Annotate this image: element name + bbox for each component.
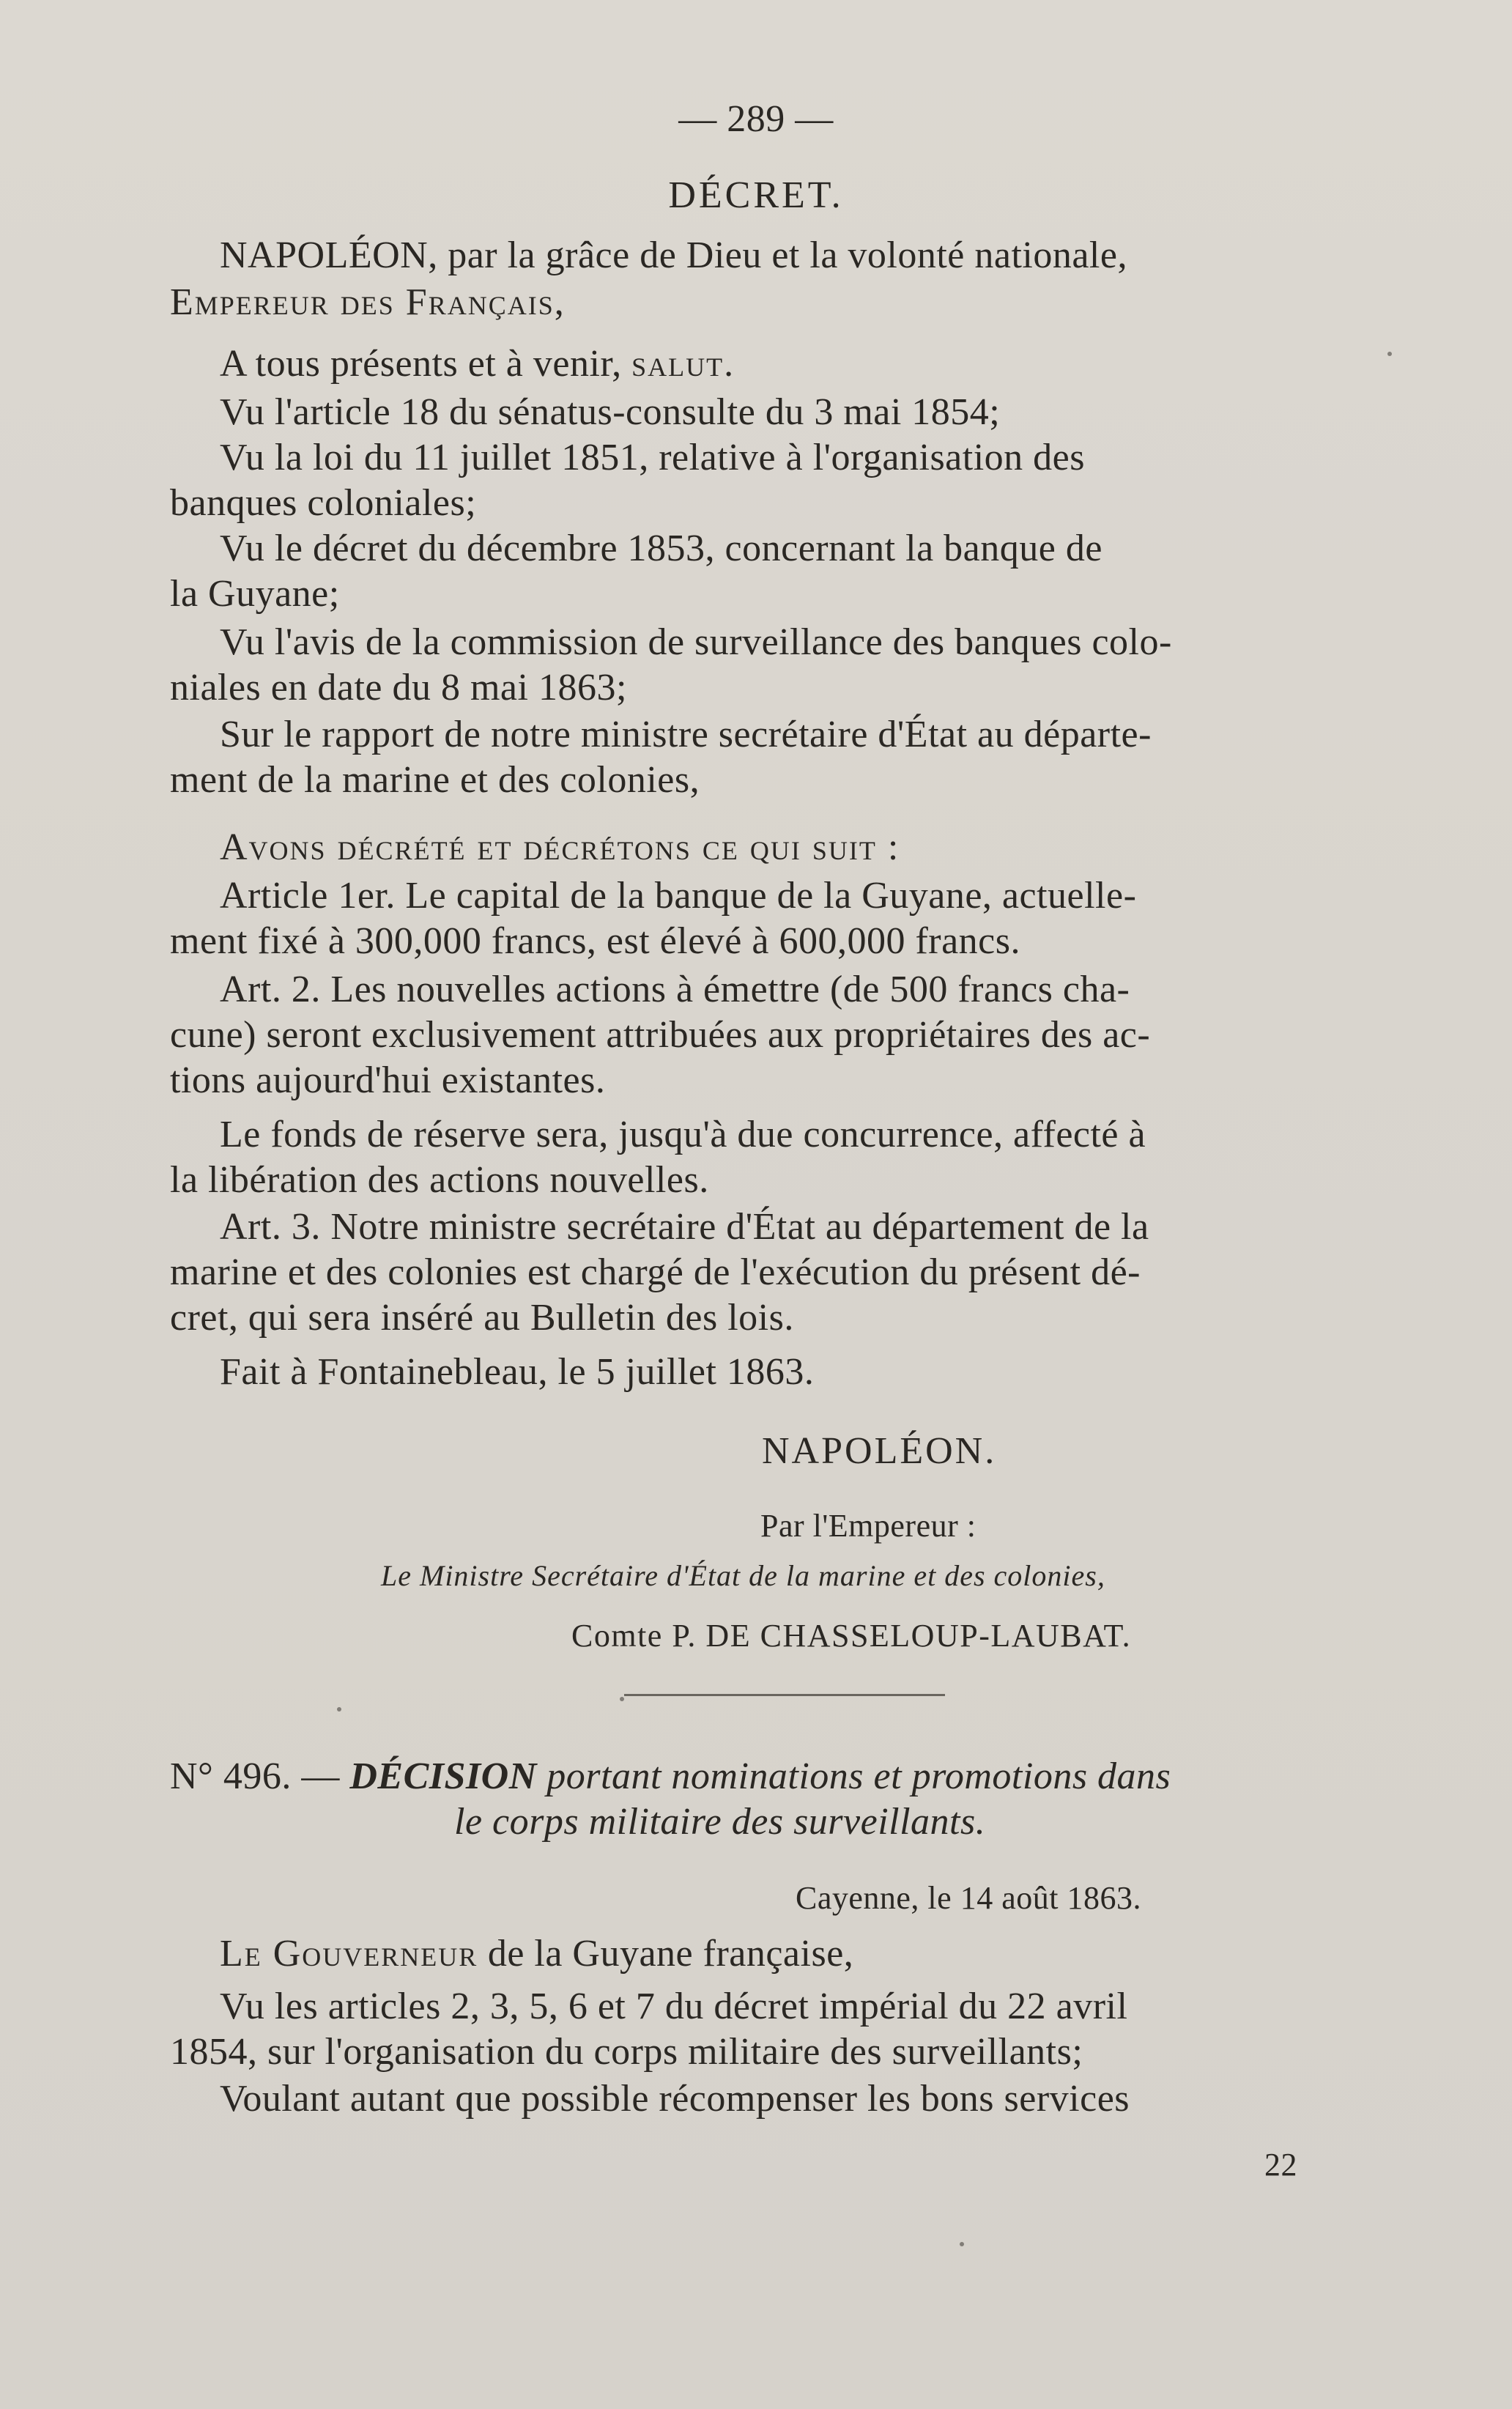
decree-line-11: Sur le rapport de notre ministre secrétaire d'État au départe- — [220, 714, 1152, 755]
paper-speck — [337, 1707, 341, 1712]
decision-heading-2: le corps militaire des surveillants. — [454, 1801, 986, 1843]
decision-line-1 — [220, 1931, 853, 1977]
decree-line-6: banques coloniales; — [170, 482, 477, 524]
decree-line-22: marine et des colonies est chargé de l'exécution du présent dé- — [170, 1251, 1141, 1293]
decision-line-2: Vu les articles 2, 3, 5, 6 et 7 du décret impérial du 22 avril — [220, 1986, 1128, 2027]
decree-line-9: Vu l'avis de la commission de surveillance des banques colo- — [220, 621, 1172, 663]
decree-line-20: la libération des actions nouvelles. — [170, 1159, 709, 1201]
decree-line-18: tions aujourd'hui existantes. — [170, 1059, 606, 1101]
decree-line-1: NAPOLÉON, par la grâce de Dieu et la volonté nationale, — [220, 234, 1127, 276]
section-divider — [624, 1694, 945, 1696]
decision-number: N° 496. — — [170, 1755, 340, 1797]
decision-governor: Le Gouverneur — [220, 1933, 478, 1975]
decree-line-17: cune) seront exclusivement attribuées aux propriétaires des ac- — [170, 1014, 1151, 1056]
decree-line-16: Art. 2. Les nouvelles actions à émettre (de 500 francs cha- — [220, 969, 1130, 1010]
decree-line-13: Avons décrété et décrétons ce qui suit : — [220, 826, 900, 868]
decree-line-7: Vu le décret du décembre 1853, concernant la banque de — [220, 528, 1102, 569]
decree-line-21: Art. 3. Notre ministre secrétaire d'État au département de la — [220, 1206, 1149, 1248]
decision-title-bold: DÉCISION — [349, 1755, 537, 1797]
decree-line-12: ment de la marine et des colonies, — [170, 759, 700, 801]
signature-mark: 22 — [1264, 2147, 1297, 2183]
decree-line-4: Vu l'article 18 du sénatus-consulte du 3 mai 1854; — [220, 391, 1001, 433]
decree-line-14: Article 1er. Le capital de la banque de la Guyane, actuelle- — [220, 875, 1137, 917]
signature-minister: Comte P. DE CHASSELOUP-LAUBAT. — [571, 1618, 1132, 1654]
signature-by: Par l'Empereur : — [760, 1508, 976, 1544]
signature-role: Le Ministre Secrétaire d'État de la marine et des colonies, — [381, 1559, 1105, 1592]
decision-line-4: Voulant autant que possible récompenser les bons services — [220, 2078, 1130, 2120]
paper-speck — [960, 2242, 964, 2246]
decree-line-15: ment fixé à 300,000 francs, est élevé à 600,000 francs. — [170, 920, 1020, 962]
decree-line-2: Empereur des Français, — [170, 281, 566, 323]
signature-name: NAPOLÉON. — [762, 1430, 997, 1472]
decree-line-3-text: A tous présents et à venir, — [220, 343, 622, 385]
decision-place-date: Cayenne, le 14 août 1863. — [796, 1880, 1141, 1916]
decision-line-3: 1854, sur l'organisation du corps militaire des surveillants; — [170, 2031, 1083, 2073]
decree-line-3-salut: salut. — [631, 343, 735, 385]
decree-line-10: niales en date du 8 mai 1863; — [170, 667, 627, 708]
paper-speck — [1387, 352, 1392, 356]
decision-heading-1 — [170, 1754, 1171, 1799]
decision-title-rest-1: portant nominations et promotions dans — [546, 1755, 1171, 1797]
decree-line-24: Fait à Fontainebleau, le 5 juillet 1863. — [220, 1351, 815, 1393]
page-number: — 289 — — [678, 98, 834, 140]
decree-line-19: Le fonds de réserve sera, jusqu'à due concurrence, affecté à — [220, 1114, 1146, 1155]
decree-line-8: la Guyane; — [170, 573, 340, 615]
decision-guyane: de la Guyane française, — [487, 1933, 854, 1975]
decree-line-5: Vu la loi du 11 juillet 1851, relative à l'organisation des — [220, 437, 1085, 478]
paper-speck — [620, 1697, 624, 1701]
decree-line-3 — [220, 341, 735, 387]
decree-title: DÉCRET. — [668, 174, 844, 216]
decree-line-23: cret, qui sera inséré au Bulletin des lois. — [170, 1297, 794, 1339]
